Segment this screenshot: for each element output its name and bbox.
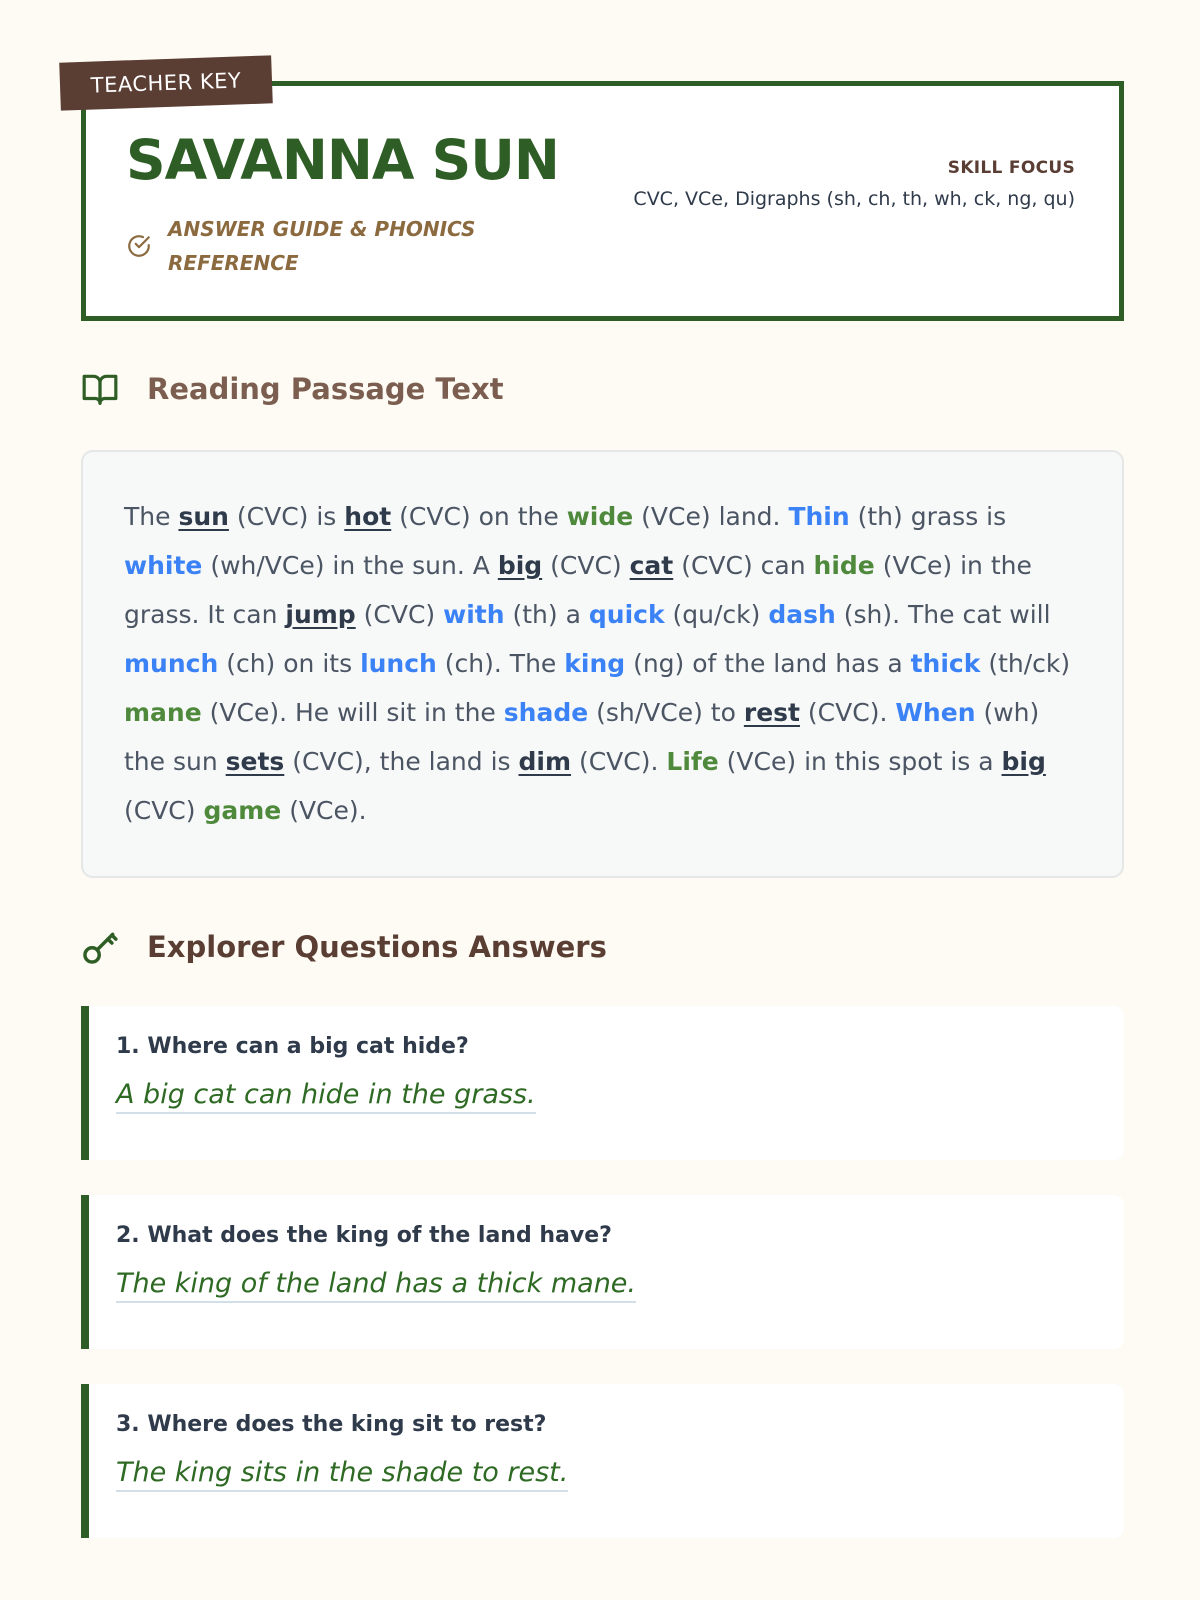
passage-text: (sh). The cat will	[835, 600, 1051, 629]
passage-text: (CVC) is	[228, 502, 345, 531]
digraph-word: thick	[910, 649, 981, 678]
question-text: 3. Where does the king sit to rest?	[116, 1412, 547, 1437]
passage-text: (ch) on its	[218, 649, 361, 678]
passage-text: (VCe) land.	[633, 502, 789, 531]
cvc-word: big	[1001, 747, 1046, 776]
page-title: SAVANNA SUN	[126, 128, 559, 192]
digraph-word: When	[895, 698, 976, 727]
passage-text: (wh/VCe) in the sun. A	[202, 551, 498, 580]
check-circle-icon	[126, 233, 152, 259]
reading-section-title: Reading Passage Text	[147, 372, 504, 406]
key-icon	[81, 928, 119, 966]
passage-text: (th/ck)	[980, 649, 1071, 678]
answer-text: The king of the land has a thick mane.	[116, 1268, 636, 1303]
question-text: 2. What does the king of the land have?	[116, 1223, 612, 1248]
reading-passage	[81, 450, 1124, 878]
skill-focus-label: SKILL FOCUS	[947, 158, 1075, 178]
reading-section-header	[81, 370, 504, 408]
passage-text: (CVC) can	[673, 551, 814, 580]
page-subtitle: ANSWER GUIDE & PHONICS REFERENCE	[168, 217, 476, 275]
passage-text: The	[124, 502, 179, 531]
answer-text: The king sits in the shade to rest.	[116, 1457, 568, 1492]
digraph-word: quick	[588, 600, 665, 629]
digraph-word: dash	[768, 600, 836, 629]
question-card-1	[81, 1006, 1124, 1160]
digraph-word: white	[124, 551, 203, 580]
cvc-word: hot	[344, 502, 392, 531]
passage-text: (th) grass is	[849, 502, 1007, 531]
questions-section-header	[81, 928, 607, 966]
digraph-word: munch	[124, 649, 219, 678]
questions-section-title: Explorer Questions Answers	[147, 930, 607, 964]
digraph-word: shade	[503, 698, 589, 727]
cvc-word: rest	[743, 698, 800, 727]
question-card-2	[81, 1195, 1124, 1349]
question-card-3	[81, 1384, 1124, 1538]
header-card	[81, 81, 1124, 321]
digraph-word: Thin	[788, 502, 850, 531]
passage-text: (VCe). He will sit in the	[201, 698, 504, 727]
cvc-word: jump	[285, 600, 356, 629]
cvc-word: big	[497, 551, 543, 580]
vce-word: wide	[566, 502, 634, 531]
passage-text: (ch). The	[436, 649, 565, 678]
passage-text: (CVC)	[124, 796, 204, 825]
passage-text: (CVC).	[799, 698, 896, 727]
question-text: 1. Where can a big cat hide?	[116, 1034, 469, 1059]
passage-text: (qu/ck)	[664, 600, 769, 629]
cvc-word: cat	[629, 551, 674, 580]
passage-text: (wh) the sun	[124, 698, 1040, 776]
answer-text: A big cat can hide in the grass.	[116, 1079, 536, 1114]
passage-text: (CVC)	[355, 600, 444, 629]
vce-word: Life	[666, 747, 719, 776]
digraph-word: lunch	[360, 649, 437, 678]
cvc-word: sun	[178, 502, 229, 531]
subtitle-row	[126, 212, 528, 280]
book-icon	[81, 370, 119, 408]
vce-word: game	[203, 796, 282, 825]
passage-text: (CVC).	[571, 747, 667, 776]
passage-text: (VCe).	[281, 796, 367, 825]
skill-focus	[615, 158, 1075, 216]
vce-word: hide	[813, 551, 875, 580]
teacher-key-tag: TEACHER KEY	[59, 55, 273, 110]
passage-text: (th) a	[504, 600, 589, 629]
digraph-word: with	[443, 600, 505, 629]
passage-text: (sh/VCe) to	[588, 698, 744, 727]
cvc-word: dim	[518, 747, 572, 776]
cvc-word: sets	[225, 747, 285, 776]
passage-text: (ng) of the land has a	[625, 649, 911, 678]
passage-text: (VCe) in the grass. It can	[124, 551, 1032, 629]
skill-focus-value: CVC, VCe, Digraphs (sh, ch, th, wh, ck, ng, qu)	[633, 188, 1075, 210]
passage-text: (CVC)	[542, 551, 630, 580]
passage-text: (VCe) in this spot is a	[718, 747, 1002, 776]
digraph-word: king	[564, 649, 626, 678]
passage-text: (CVC) on the	[391, 502, 567, 531]
passage-text: (CVC), the land is	[284, 747, 519, 776]
vce-word: mane	[124, 698, 202, 727]
